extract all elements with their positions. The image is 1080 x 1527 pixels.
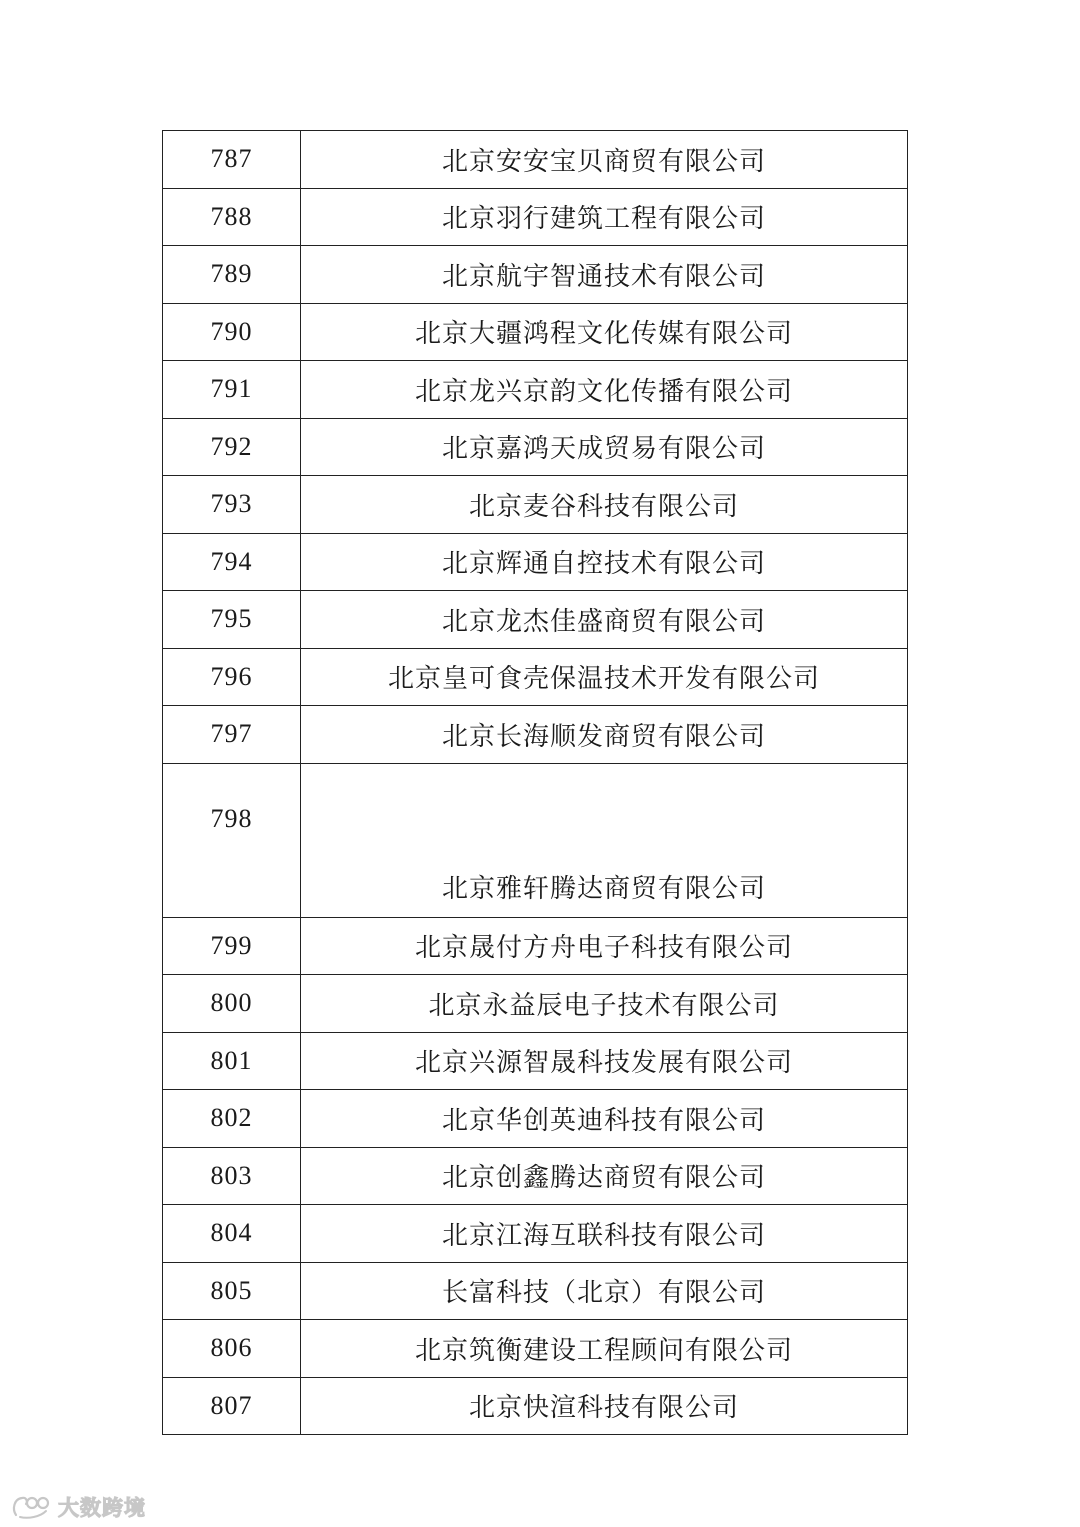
table-row — [163, 361, 908, 419]
table-row — [163, 533, 908, 591]
table-row — [163, 303, 908, 361]
company-name: 北京江海互联科技有限公司 — [301, 1205, 908, 1263]
row-number: 798 — [163, 763, 301, 917]
company-name: 北京长海顺发商贸有限公司 — [301, 706, 908, 764]
table-row — [163, 1032, 908, 1090]
company-name: 北京龙杰佳盛商贸有限公司 — [301, 591, 908, 649]
company-name: 北京晟付方舟电子科技有限公司 — [301, 917, 908, 975]
table-row — [163, 188, 908, 246]
table-row — [163, 246, 908, 304]
company-name: 北京华创英迪科技有限公司 — [301, 1090, 908, 1148]
row-number: 799 — [163, 917, 301, 975]
table-row — [163, 1377, 908, 1435]
company-name: 长富科技（北京）有限公司 — [301, 1262, 908, 1320]
row-number: 788 — [163, 188, 301, 246]
watermark-text: 大数跨境 — [58, 1496, 146, 1520]
row-number: 794 — [163, 533, 301, 591]
row-number: 790 — [163, 303, 301, 361]
row-number: 800 — [163, 975, 301, 1033]
company-name: 北京皇可食壳保温技术开发有限公司 — [301, 648, 908, 706]
row-number: 791 — [163, 361, 301, 419]
row-number: 803 — [163, 1147, 301, 1205]
table-row — [163, 1147, 908, 1205]
company-name: 北京航宇智通技术有限公司 — [301, 246, 908, 304]
table-row — [163, 476, 908, 534]
row-number: 807 — [163, 1377, 301, 1435]
row-number: 792 — [163, 418, 301, 476]
row-number: 804 — [163, 1205, 301, 1263]
table-row — [163, 131, 908, 189]
company-name: 北京嘉鸿天成贸易有限公司 — [301, 418, 908, 476]
row-number: 795 — [163, 591, 301, 649]
row-number: 801 — [163, 1032, 301, 1090]
table-row — [163, 591, 908, 649]
company-name: 北京龙兴京韵文化传播有限公司 — [301, 361, 908, 419]
table-row — [163, 917, 908, 975]
company-name: 北京筑衡建设工程顾问有限公司 — [301, 1320, 908, 1378]
company-name: 北京创鑫腾达商贸有限公司 — [301, 1147, 908, 1205]
row-number: 787 — [163, 131, 301, 189]
company-name: 北京快渲科技有限公司 — [301, 1377, 908, 1435]
company-name: 北京雅轩腾达商贸有限公司 — [301, 763, 908, 917]
dashu-logo-icon — [10, 1493, 52, 1521]
table-row — [163, 1262, 908, 1320]
table-row — [163, 1320, 908, 1378]
company-name: 北京羽行建筑工程有限公司 — [301, 188, 908, 246]
table-row — [163, 418, 908, 476]
company-name: 北京麦谷科技有限公司 — [301, 476, 908, 534]
company-name: 北京永益辰电子技术有限公司 — [301, 975, 908, 1033]
table-row — [163, 1205, 908, 1263]
row-number: 789 — [163, 246, 301, 304]
table-row — [163, 648, 908, 706]
row-number: 806 — [163, 1320, 301, 1378]
row-number: 796 — [163, 648, 301, 706]
row-number: 793 — [163, 476, 301, 534]
company-name: 北京兴源智晟科技发展有限公司 — [301, 1032, 908, 1090]
watermark — [10, 1490, 146, 1524]
company-name: 北京辉通自控技术有限公司 — [301, 533, 908, 591]
table-row — [163, 1090, 908, 1148]
row-number: 805 — [163, 1262, 301, 1320]
table-row — [163, 706, 908, 764]
row-number: 802 — [163, 1090, 301, 1148]
row-number: 797 — [163, 706, 301, 764]
company-name: 北京大疆鸿程文化传媒有限公司 — [301, 303, 908, 361]
table-row — [163, 975, 908, 1033]
company-list-table — [162, 130, 908, 1435]
table-row — [163, 763, 908, 917]
company-name: 北京安安宝贝商贸有限公司 — [301, 131, 908, 189]
